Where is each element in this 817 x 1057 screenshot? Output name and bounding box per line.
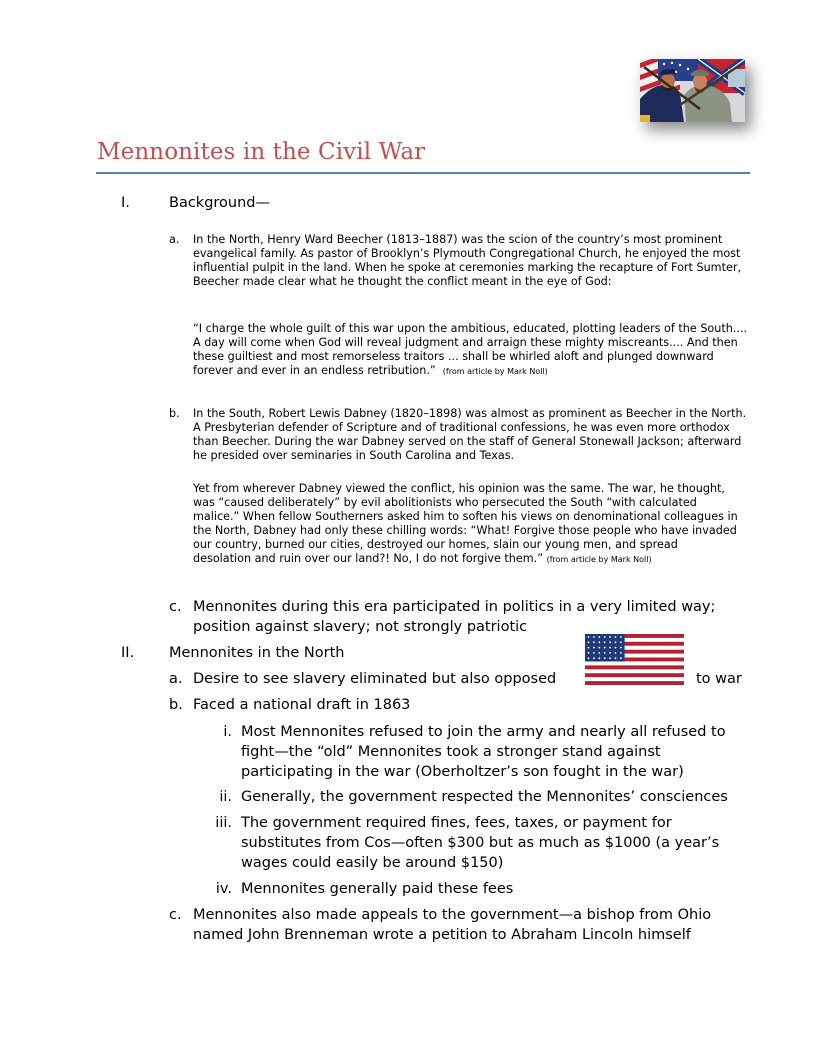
item-text: Mennonites during this era participated in politics in a very limited way; position against slavery; not strongly patriotic	[193, 599, 716, 635]
flag-star	[620, 652, 622, 654]
flag-star	[604, 657, 606, 659]
item-marker: b.	[169, 697, 183, 713]
flag-star	[620, 657, 622, 659]
section-2-title: Mennonites in the North	[169, 645, 345, 661]
flag-star	[620, 647, 622, 649]
dabney-paragraph: In the South, Robert Lewis Dabney (1820–1898) was almost as prominent as Beecher in the North. A Presbyterian defender of Scripture and of traditional confessions, he was even more orthodox than Beecher. During the war Dabney served on the staff of General Stonewall Jackson; afterward he presided over seminaries in South Carolina and Texas.	[193, 407, 747, 462]
flag-star	[615, 647, 617, 649]
flag-star	[604, 641, 606, 643]
flag-star	[609, 657, 611, 659]
flag-star	[598, 657, 600, 659]
beecher-quote-citation: (from article by Mark Noll)	[442, 367, 548, 376]
flag-star	[615, 652, 617, 654]
flag-star	[593, 652, 595, 654]
item-text: Faced a national draft in 1863	[193, 697, 411, 713]
flag-star	[609, 647, 611, 649]
flag-star	[588, 636, 590, 638]
section-2-numeral: II.	[121, 645, 135, 661]
dabney-paragraph-2	[193, 482, 738, 567]
beecher-quote	[193, 322, 753, 379]
title-underline-rule	[96, 172, 750, 174]
item-text-after-flag: to war	[696, 671, 742, 687]
subitem-text: Most Mennonites refused to join the army and nearly all refused to fight—the “old” Mennonites took a stronger stand against participating in the war (Oberholtzer’s son fought in the war)	[241, 724, 726, 780]
flag-star	[593, 636, 595, 638]
flag-star	[604, 636, 606, 638]
flag-star	[593, 647, 595, 649]
flag-star	[588, 657, 590, 659]
subitem-marker: i.	[223, 724, 232, 740]
flag-star	[609, 641, 611, 643]
flag-star	[604, 652, 606, 654]
flag-star	[620, 641, 622, 643]
flag-star	[609, 636, 611, 638]
flag-star	[598, 636, 600, 638]
document-title: Mennonites in the Civil War	[97, 139, 426, 165]
item-marker: b.	[169, 407, 180, 420]
subitem-text: The government required fines, fees, taxes, or payment for substitutes from Cos—often $300 but as much as $1000 (a year’s wages could easily be around $150)	[241, 815, 720, 871]
subitem-marker: iii.	[215, 815, 232, 831]
section-1-numeral: I.	[121, 195, 130, 211]
flag-star	[588, 647, 590, 649]
flag-star	[598, 647, 600, 649]
flag-star	[609, 652, 611, 654]
flag-star	[620, 636, 622, 638]
painting-graphic	[640, 59, 745, 122]
subitem-text: Generally, the government respected the Mennonites’ consciences	[241, 789, 728, 805]
flag-star	[615, 636, 617, 638]
dabney-paragraph-2-text: Yet from wherever Dabney viewed the conflict, his opinion was the same. The war, he thought, was “caused deliberately” by evil abolitionists who persecuted the South “with calculated malice.” When fellow Southerners asked him to soften his views on denominational colleagues in the North, Dabney had only these chilling words: “What! Forgive those people who have invaded our country, burned our cities, destroyed our homes, slain our young men, and spread desolation and ruin over our land?! No, I do not forgive them.”	[193, 482, 738, 565]
flag-star	[593, 657, 595, 659]
subitem-marker: iv.	[215, 881, 232, 897]
item-marker: c.	[169, 907, 182, 923]
item-marker: a.	[169, 671, 183, 687]
flag-star	[604, 647, 606, 649]
section-1-title: Background—	[169, 195, 271, 211]
flag-star	[593, 641, 595, 643]
beecher-paragraph: In the North, Henry Ward Beecher (1813–1887) was the scion of the country’s most prominent evangelical family. As pastor of Brooklyn’s Plymouth Congregational Church, he enjoyed the most influential pulpit in the land. When he spoke at ceremonies marking the recapture of Fort Sumter, Beecher made clear what he thought the conflict meant in the eye of God:	[193, 233, 741, 288]
item-marker: c.	[169, 599, 182, 615]
beecher-quote-text: “I charge the whole guilt of this war upon the ambitious, educated, plotting leaders of the South.... A day will come when God will reveal judgment and arraign these mighty miscreants.... And then these guiltiest and most remorseless traitors ... shall be whirled aloft and plunged downward forever and ever in an endless retribution.”	[193, 322, 748, 377]
us-flag-graphic	[585, 634, 684, 685]
flag-star	[598, 641, 600, 643]
flag-star	[588, 652, 590, 654]
item-marker: a.	[169, 233, 180, 246]
us-flag-image	[585, 634, 684, 685]
flag-star	[598, 652, 600, 654]
subitem-marker: ii.	[219, 789, 232, 805]
subitem-text: Mennonites generally paid these fees	[241, 881, 514, 897]
flag-star	[588, 641, 590, 643]
flag-star	[615, 657, 617, 659]
item-text: Mennonites also made appeals to the government—a bishop from Ohio named John Brenneman wrote a petition to Abraham Lincoln himself	[193, 907, 712, 943]
civil-war-painting-image	[640, 59, 745, 122]
item-text: Desire to see slavery eliminated but also opposed	[193, 671, 557, 687]
dabney-citation: (from article by Mark Noll)	[546, 555, 652, 564]
flag-star	[615, 641, 617, 643]
